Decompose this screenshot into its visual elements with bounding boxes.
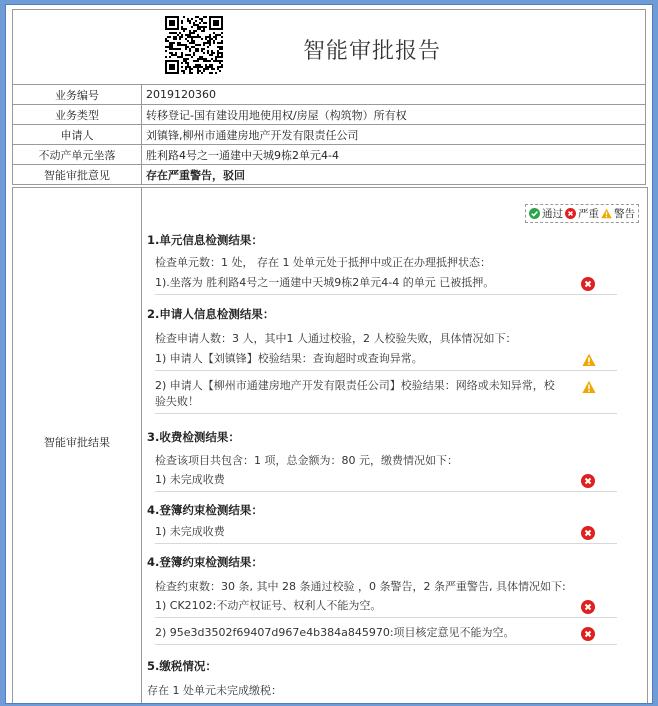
list-item — [155, 275, 617, 295]
section-title: 3.收费检测结果： — [147, 430, 240, 444]
info-label: 不动产单元坐落 — [13, 145, 142, 165]
item-text: 2) 95e3d3502f69407d967e4b384a845970:项目核定意见不能为空。 — [155, 626, 515, 639]
list-item — [155, 625, 617, 645]
error-icon — [565, 208, 576, 219]
error-icon — [581, 526, 595, 540]
legend-pass-label: 通过 — [542, 208, 563, 220]
info-label: 业务编号 — [13, 85, 142, 105]
warning-icon — [581, 353, 595, 367]
list-item — [155, 524, 617, 544]
legend-warn-label: 警告 — [614, 208, 635, 220]
info-row-opinion — [13, 165, 646, 185]
list-item — [155, 351, 617, 371]
item-text: 1) 未完成收费 — [155, 525, 225, 538]
section-summary: 检查申请人数：3 人，其中1 人通过校验，2 人校验失败，具体情况如下： — [155, 332, 517, 345]
section-summary: 存在 1 处单元未完成缴税： — [147, 684, 282, 697]
page-title: 智能审批报告 — [303, 39, 442, 64]
warning-icon — [601, 208, 612, 219]
list-item — [155, 472, 617, 492]
result-content — [145, 188, 645, 704]
result-label: 智能审批结果 — [44, 436, 110, 449]
section-title: 1.单元信息检测结果： — [147, 233, 263, 247]
error-icon — [581, 277, 595, 291]
section-title: 2.申请人信息检测结果： — [147, 307, 275, 321]
info-label: 业务类型 — [13, 105, 142, 125]
info-row-business-type — [13, 105, 646, 125]
item-text: 2) 申请人【柳州市通建房地产开发有限责任公司】校验结果：网络或未知异常，校验失败！ — [155, 379, 555, 408]
item-text: 1) 未完成收费 — [155, 473, 225, 486]
business-type-value: 转移登记-国有建设用地使用权/房屋（构筑物）所有权 — [142, 105, 646, 125]
item-text: 1) 申请人【刘镇锋】校验结果：查询超时或查询异常。 — [155, 352, 423, 365]
location-value: 胜利路4号之一通建中天城9栋2单元4-4 — [142, 145, 646, 165]
result-label-cell — [13, 188, 142, 704]
error-icon — [581, 627, 595, 641]
business-no-value: 2019120360 — [142, 85, 646, 105]
report-frame — [5, 4, 653, 704]
legend-severe-label: 严重 — [578, 208, 599, 220]
error-icon — [581, 474, 595, 488]
info-label: 申请人 — [13, 125, 142, 145]
section-title: 4.登簿约束检测结果： — [147, 555, 263, 569]
info-label: 智能审批意见 — [13, 165, 142, 185]
info-row-location — [13, 145, 646, 165]
warning-icon — [581, 380, 595, 394]
applicant-value: 刘镇锋,柳州市通建房地产开发有限责任公司 — [142, 125, 646, 145]
result-row — [12, 187, 648, 704]
list-item — [155, 378, 617, 414]
info-table — [12, 84, 646, 185]
info-row-business-no — [13, 85, 646, 105]
section-summary: 检查该项目共包含：1 项，总金额为：80 元，缴费情况如下： — [155, 454, 458, 467]
section-title: 4.登簿约束检测结果： — [147, 503, 263, 517]
info-row-applicant — [13, 125, 646, 145]
check-icon — [529, 208, 540, 219]
section-summary: 检查单元数：1 处， 存在 1 处单元处于抵押中或正在办理抵押状态： — [155, 256, 491, 269]
report-header — [12, 9, 646, 84]
opinion-value: 存在严重警告，驳回 — [142, 165, 646, 185]
section-title: 5.缴税情况： — [147, 659, 217, 673]
list-item — [155, 598, 617, 618]
qr-code-icon — [165, 16, 223, 74]
status-legend — [525, 204, 639, 223]
section-summary: 检查约束数：30 条, 其中 28 条通过校验 ，0 条警告，2 条严重警告, 具体情况如下: — [155, 580, 566, 593]
item-text: 1).坐落为 胜利路4号之一通建中天城9栋2单元4-4 的单元 已被抵押。 — [155, 276, 495, 289]
error-icon — [581, 600, 595, 614]
item-text: 1) CK2102:不动产权证号、权利人不能为空。 — [155, 599, 382, 612]
